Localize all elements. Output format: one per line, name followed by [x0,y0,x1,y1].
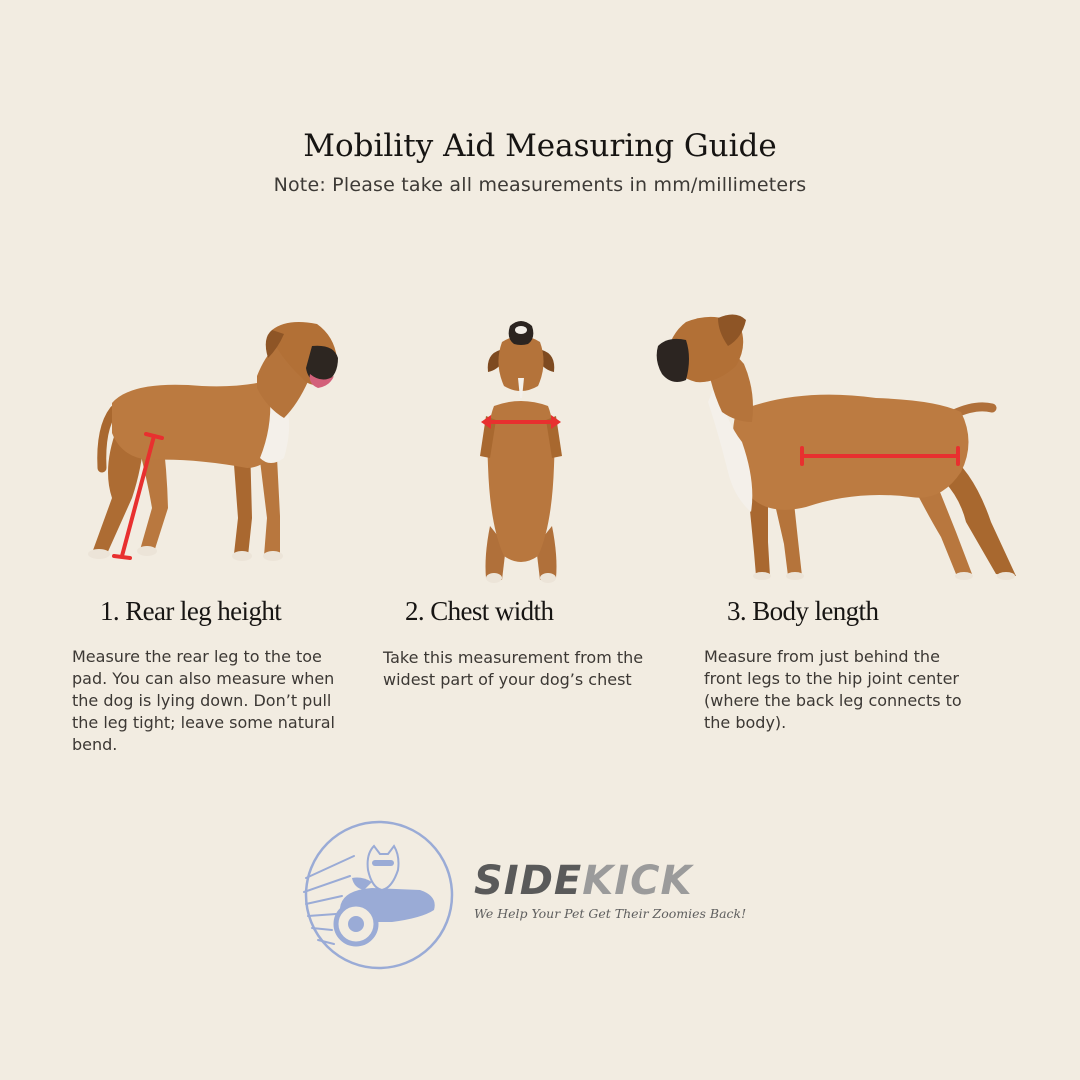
brand-name-part2: KICK [582,858,693,904]
step-1-title: 1. Rear leg height [100,596,282,626]
brand-tagline: We Help Your Pet Get Their Zoomies Back! [474,906,747,921]
brand-name [474,858,692,904]
step-3-title: 3. Body length [727,596,879,626]
dog-side-view-left-figure [656,312,1018,580]
step-2-description: Take this measurement from the widest part of your dog’s chest [383,648,644,689]
logo-emblem-icon [302,818,456,972]
dog-side-view-figure [72,318,342,568]
step-2-title: 2. Chest width [405,596,554,626]
brand-name-part1: SIDE [474,858,583,904]
step-3-description: Measure from just behind the front legs to the hip joint center (where the back leg connects to the body). [704,647,962,732]
dog-chest-width-image [476,316,566,584]
dog-body-length-image [656,312,1018,580]
measurement-note: Note: Please take all measurements in mm/millimeters [273,174,807,196]
dog-rear-leg-image [72,318,342,568]
sidekick-logo [302,818,456,977]
page-title: Mobility Aid Measuring Guide [303,128,777,164]
dog-top-view-figure [476,316,566,584]
step-1-description: Measure the rear leg to the toe pad. You can also measure when the dog is lying down. Don’t pull the leg tight; leave some natural bend. [72,647,335,754]
